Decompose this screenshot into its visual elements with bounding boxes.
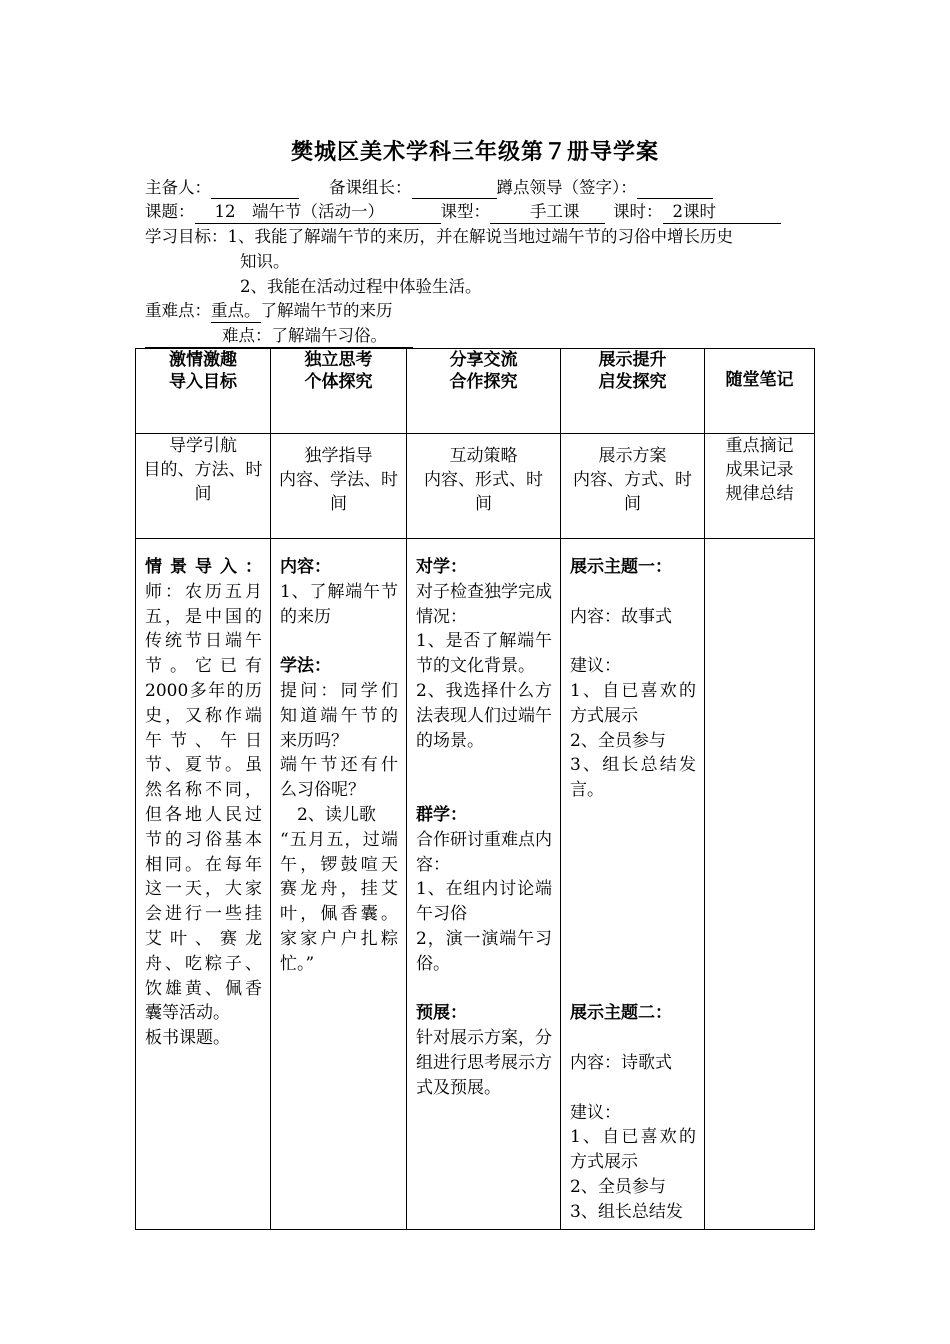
theme-1-label: 展示主题一：	[570, 557, 672, 577]
suggest-2: 2、全员参与	[570, 730, 666, 751]
preparer-label: 主备人：	[145, 178, 211, 197]
intro-end: 板书课题。	[145, 1028, 230, 1049]
objective-1-cont: 知识。	[240, 252, 290, 271]
suggest-3: 3、组长总结发言。	[570, 755, 696, 801]
difficult-point: 难点：了解端午习俗。	[145, 325, 413, 348]
objective-2: 2、我能在活动过程中体验生活。	[240, 277, 482, 296]
preparer-line	[145, 177, 713, 199]
song-text: “五月五，过端午，锣鼓喧天赛龙舟，挂艾叶，佩香囊。家家户户扎粽忙。”	[280, 829, 398, 974]
theme-1-content: 内容：故事式	[570, 606, 672, 627]
objectives-label: 学习目标：	[145, 227, 228, 246]
hours-label: 课时：	[613, 202, 663, 221]
suggest-1: 1、自已喜欢的方式展示	[570, 680, 696, 726]
page-title: 樊城区美术学科三年级第７册导学案	[290, 139, 659, 165]
group-label: 群学：	[416, 804, 467, 825]
key-points-label: 重难点：	[145, 301, 211, 320]
method-label: 学法：	[280, 656, 331, 677]
notes-cell	[705, 539, 815, 1230]
topic-value: 12 端午节（活动一）	[195, 201, 441, 224]
theme-2-label: 展示主题二：	[570, 1003, 672, 1024]
header-cell: 分享交流 合作探究	[407, 349, 561, 434]
intro-heading: 情景导入：	[145, 557, 262, 577]
header-cell: 随堂笔记	[705, 349, 815, 434]
method-text-2: 端午节还有什么习俗呢？	[280, 755, 398, 801]
theme-2-content: 内容：诗歌式	[570, 1052, 672, 1073]
suggest-2-1: 1、自已喜欢的方式展示	[570, 1127, 696, 1173]
content-label: 内容：	[280, 557, 331, 577]
topic-label: 课题：	[145, 202, 195, 221]
header-cell: 展示提升 启发探究	[561, 349, 705, 434]
group-item-1: 1、在组内讨论端午习俗	[416, 879, 552, 925]
objectives-line-1	[145, 226, 733, 248]
suggest-2-3: 3、组长总结发	[570, 1201, 683, 1222]
preparer-field	[211, 178, 299, 199]
header-cell: 独立思考 个体探究	[271, 349, 407, 434]
header-cell: 激情激趣 导入目标	[136, 349, 271, 434]
table-subheader-row	[136, 434, 815, 539]
content-text: 1、了解端午节的来历	[280, 581, 398, 627]
preview-text: 针对展示方案，分组进行思考展示方式及预展。	[416, 1028, 552, 1098]
method-text: 提问：同学们知道端午节的来历吗？	[280, 680, 398, 751]
cooperation-cell	[407, 539, 561, 1230]
leader-field	[637, 178, 713, 199]
key-points-line	[145, 300, 393, 323]
suggest-2-label: 建议：	[570, 1102, 621, 1123]
presentation-cell	[561, 539, 705, 1230]
difficult-point-line	[145, 325, 413, 348]
intro-cell	[136, 539, 271, 1230]
self-study-cell	[271, 539, 407, 1230]
key-point: 重点。了解端午节的来历	[211, 300, 261, 323]
leader-label: 蹲点领导（签字）：	[496, 178, 637, 197]
table-body-row	[136, 539, 815, 1230]
group-text: 合作研讨重难点内容：	[416, 829, 552, 875]
pair-label: 对学：	[416, 557, 467, 577]
pair-text: 对子检查独学完成情况：	[416, 581, 552, 627]
group-leader-field	[412, 178, 497, 199]
pair-item-1: 1、是否了解端午节的文化背景。	[416, 631, 552, 677]
group-leader-label: 备课组长：	[329, 178, 412, 197]
intro-text: 师：农历五月五，是中国的传统节日端午节。它已有2000多年的历史，又称作端午节、午日节、夏节。虽然名称不同，但各地人民过节的习俗基本相同。在每年这一天，大家会进行一些挂艾叶、赛龙舟、吃粽子、饮雄黄、佩香囊等活动。	[145, 581, 262, 1024]
type-value: 手工课	[490, 201, 605, 224]
subheader-cell: 展示方案 内容、方式、时 间	[561, 434, 705, 539]
suggest-2-2: 2、全员参与	[570, 1176, 666, 1197]
topic-line	[145, 201, 781, 224]
group-item-2: 2，演一演端午习俗。	[416, 928, 552, 974]
suggest-label: 建议：	[570, 656, 621, 677]
subheader-cell: 导学引航 目的、方法、时 间	[136, 434, 271, 539]
song-label: 2、读儿歌	[280, 804, 376, 825]
table-header-row	[136, 349, 815, 434]
hours-value: 2课时	[663, 201, 781, 224]
pair-item-2: 2、我选择什么方法表现人们过端午的场景。	[416, 680, 552, 751]
objective-1: 1、我能了解端午节的来历，并在解说当地过端午节的习俗中增长历史	[227, 227, 733, 246]
subheader-cell: 独学指导 内容、学法、时 间	[271, 434, 407, 539]
subheader-cell: 重点摘记 成果记录 规律总结	[705, 434, 815, 539]
subheader-cell: 互动策略 内容、形式、时 间	[407, 434, 561, 539]
lesson-plan-table	[135, 348, 815, 1230]
preview-label: 预展：	[416, 1003, 467, 1024]
type-label: 课型：	[440, 202, 490, 221]
